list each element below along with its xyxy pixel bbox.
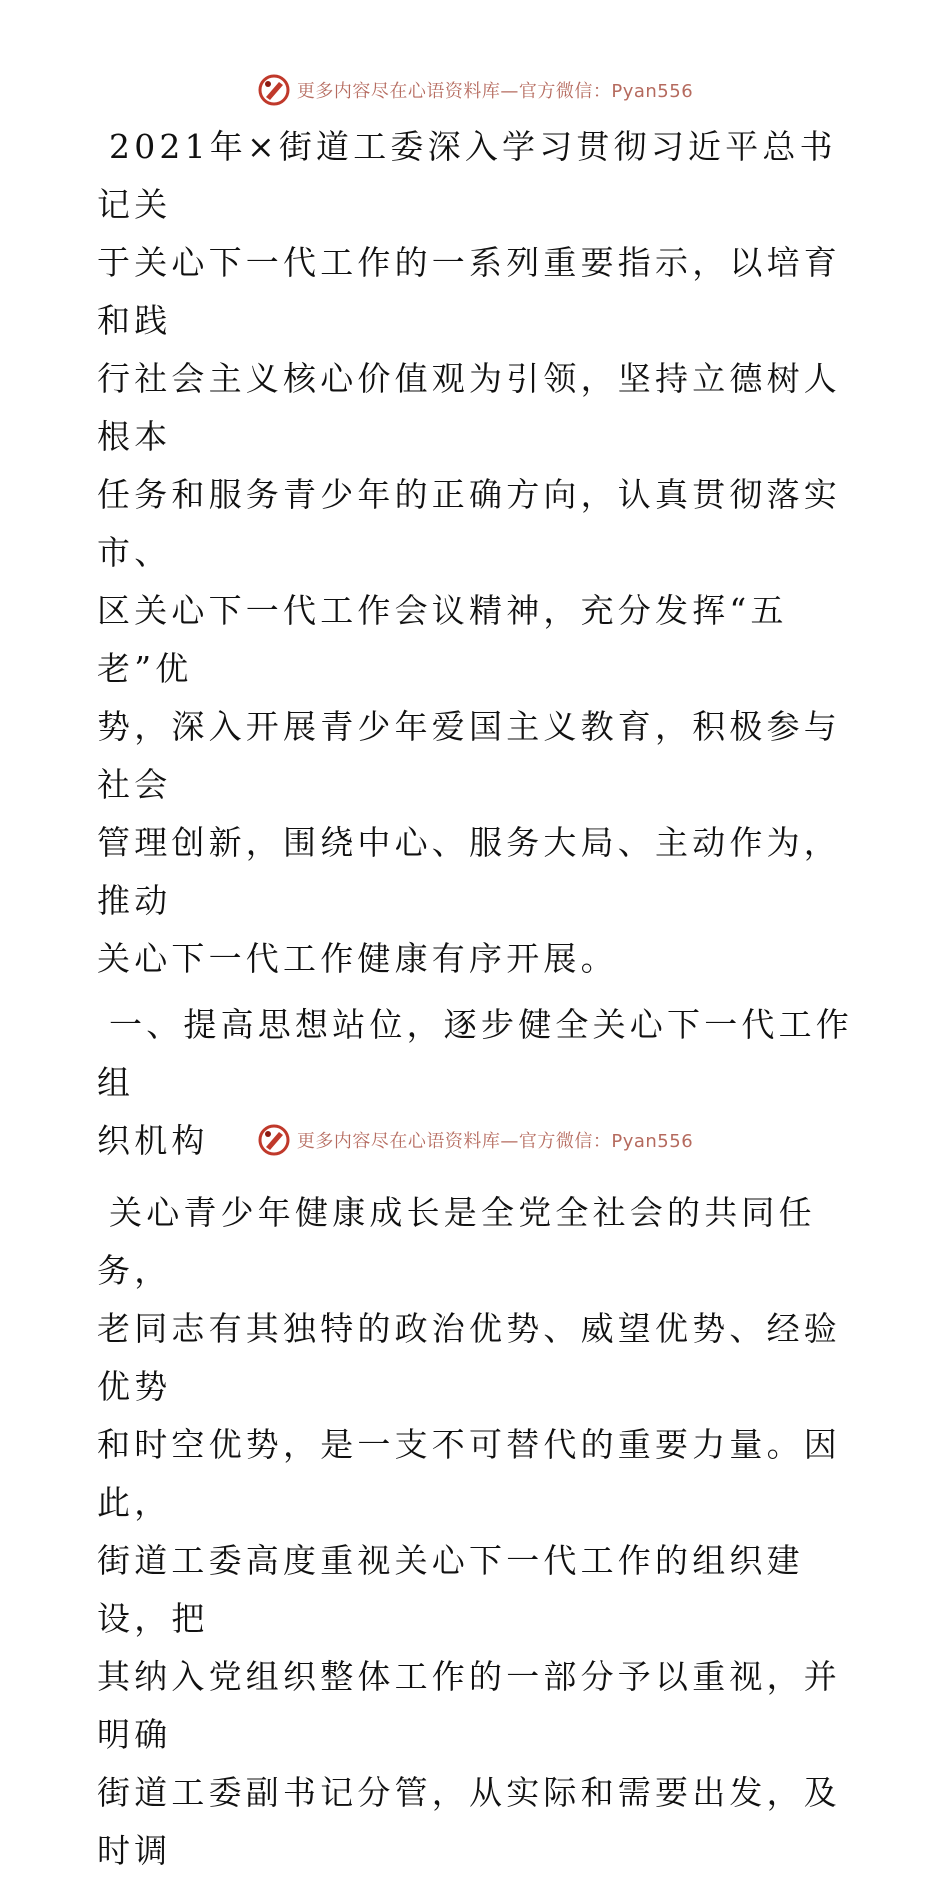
banner-text: 更多内容尽在心语资料库—官方微信：Pyan556: [296, 1131, 694, 1152]
text-line: 一、提高思想站位，逐步健全关心下一代工作组: [97, 1005, 853, 1102]
text-line: 老同志有其独特的政治优势、威望优势、经验优势: [97, 1309, 841, 1406]
text-line: 任务和服务青少年的正确方向，认真贯彻落实市、: [97, 475, 841, 572]
text-line: 管理创新，围绕中心、服务大局、主动作为，推动: [97, 823, 841, 920]
text-line: 势，深入开展青少年爱国主义教育，积极参与社会: [97, 707, 841, 804]
header-banner: [0, 70, 950, 110]
footer-banner: [0, 1120, 950, 1160]
text-line: 街道工委高度重视关心下一代工作的组织建设，把: [97, 1541, 804, 1638]
text-line: 行社会主义核心价值观为引领，坚持立德树人根本: [97, 359, 841, 456]
text-line: 街道工委副书记分管，从实际和需要出发，及时调: [97, 1773, 841, 1870]
paragraph-intro: [97, 118, 857, 988]
text-line: 和时空优势，是一支不可替代的重要力量。因此，: [97, 1425, 841, 1522]
text-line: 2021年×街道工委深入学习贯彻习近平总书记关: [97, 127, 837, 224]
pen-seal-logo-icon: [257, 73, 291, 107]
banner-text: 更多内容尽在心语资料库—官方微信：Pyan556: [296, 81, 694, 102]
text-line: 织机构: [97, 1121, 209, 1160]
pen-seal-logo-icon: [257, 1123, 291, 1157]
paragraph-body: [97, 1184, 857, 1880]
text-line: 区关心下一代工作会议精神，充分发挥“五老”优: [97, 591, 788, 688]
text-line: 关心下一代工作健康有序开展。: [97, 939, 618, 978]
text-line: 于关心下一代工作的一系列重要指示，以培育和践: [97, 243, 841, 340]
document-body: [97, 118, 857, 1880]
text-line: 关心青少年健康成长是全党全社会的共同任务，: [97, 1193, 816, 1290]
text-line: 其纳入党组织整体工作的一部分予以重视，并明确: [97, 1657, 841, 1754]
